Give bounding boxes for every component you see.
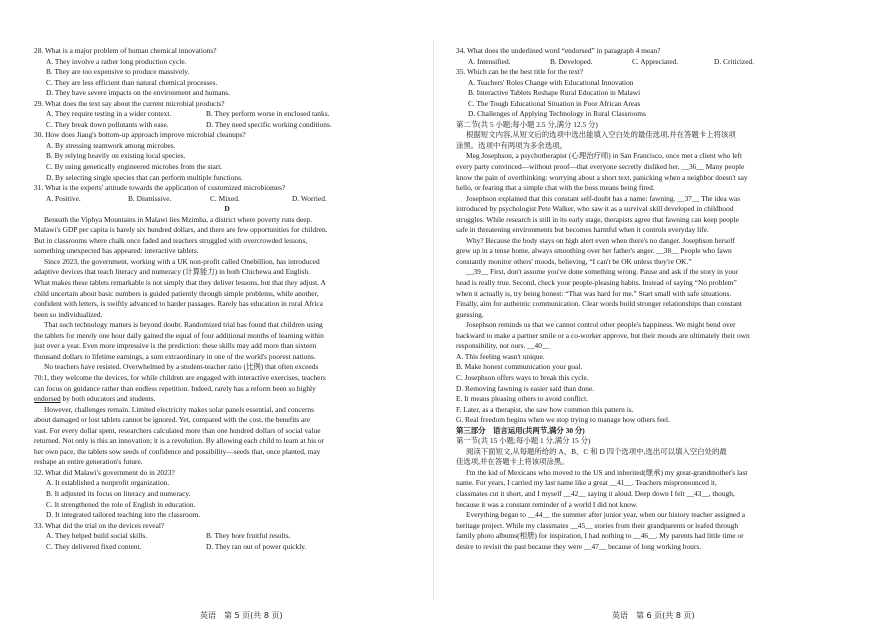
question-35-option-d: D. Challenges of Applying Technology in Rural Classrooms [468, 109, 646, 119]
question-34-option-c: C. Appreciated. [632, 56, 679, 66]
passage-line: name. For years, I carried my last name like a great __41__. Teachers mispronounced it, [456, 478, 717, 488]
passage-line: adaptive devices that teach literacy and numeracy (计算能力) in both Chichewa and English. [34, 267, 311, 277]
question-28-stem: 28. What is a major problem of human chemical innovations? [34, 46, 217, 55]
passage-line: classmates cut it short, and I myself __42__ saying it aloud. Deep down I felt __43__, though, [456, 488, 735, 498]
passage-line: about damaged or lost tablets cannot be ignored. Yet, compared with the cost, the benefits are [34, 415, 311, 425]
passage-line: safe in threatening environments but becomes harmful when it controls everyday life. [456, 225, 709, 235]
page-footer-right: 英语 第 6 页(共 8 页) [612, 611, 695, 620]
passage-d [34, 215, 420, 468]
question-31-option-c: C. Mixed. [210, 193, 240, 203]
question-28-option-a: A. They involve a rather long production cycle. [46, 56, 187, 66]
question-33-stem: 33. What did the trial on the devices reveal? [34, 520, 165, 530]
passage-line: Everything began to __44__ the summer after junior year, when our history teacher assigned a [466, 510, 746, 520]
underlined-word: endorsed [34, 394, 61, 404]
passage-line: introduced by psychologist Pete Walker, who saw it as a survival skill developed in childhood [456, 204, 734, 214]
option-b: B. Make honest communication your goal. [456, 362, 583, 372]
question-32-option-b: B. It adjusted its focus on literacy and numeracy. [46, 488, 191, 498]
passage-line: responsibility, not ours. __40__ [456, 341, 550, 351]
passage-line: __39__ First, don't assume you've done something wrong. Pause and ask if the story in your [466, 267, 739, 277]
passage-line: something unexpected has appeared: interactive tablets. [34, 246, 199, 256]
passage-line: hello, or fearing that a simple chat with the boss means being fired. [456, 183, 655, 193]
question-35-stem: 35. Which can be the best title for the text? [456, 67, 584, 77]
passage-line: 70:1, they welcome the devices, for while children are engaged with interactive exercises, teachers [34, 372, 326, 382]
question-33-option-a: A. They helped build social skills. [46, 531, 148, 541]
passage-line: No teachers have resisted. Overwhelmed by a student-teacher ratio (比例) that often exceeds [44, 362, 319, 372]
passage-line: guessing. [456, 309, 484, 319]
passage-line: constantly monitor others' moods, believing, “I can't be OK unless they're OK.” [456, 256, 692, 266]
passage-line: family photo albums(相册) for inspiration, I had nothing to __46__. My parents had little time or [456, 531, 744, 541]
question-34-option-a: A. Intensified. [468, 56, 511, 66]
question-33-option-d: D. They ran out of power quickly. [206, 541, 307, 551]
question-34-options [456, 57, 842, 68]
question-29-option-c: C. They break down pollutants with ease. [46, 119, 169, 129]
passage-line: Since 2023, the government, working with a UK non-profit called Onebillion, has introduced [44, 256, 320, 266]
question-35-option-b: B. Interactive Tablets Reshape Rural Education in Malawi [468, 88, 641, 98]
question-28-option-b: B. They are too expensive to produce massively. [46, 67, 190, 77]
option-f: F. Later, as a therapist, she saw how common this pattern is. [456, 404, 634, 414]
passage-line: Meg Josephson, a psychotherapist (心理治疗师) in San Francisco, once met a client who left [466, 151, 743, 161]
question-29-options-row1 [34, 109, 420, 120]
column-divider [433, 40, 434, 600]
passage-line: However, challenges remain. Limited electricity makes solar panels essential, and concerns [44, 404, 314, 414]
question-29-stem: 29. What does the text say about the current microbial products? [34, 98, 225, 108]
passage-line: thousand dollars to lifetime earnings, a sum extraordinary in one of the world's poorest nations. [34, 351, 316, 361]
passage-line: But in classrooms where chalk once faded and teachers struggled with overcrowded lessons, [34, 235, 308, 245]
question-35-option-a: A. Teachers' Roles Change with Educational Innovation [468, 77, 634, 87]
question-33-options-row2 [34, 542, 420, 553]
passage-line: Josephson explained that this constant self-doubt has a name: fawning. __37__ The idea was [466, 193, 741, 203]
passage-line: Finally, aim for authentic communication. Clear words build stronger relationships than constant [456, 299, 742, 309]
passage-line: when it actually is, try being honest: “That was hard for me.” Start small with safe situations. [456, 288, 732, 298]
options-list [456, 352, 842, 426]
question-32-option-d: D. It integrated tailored teaching into the classroom. [46, 510, 201, 520]
passage-line: confident with letters, is swiftly advanced to harder passages. Rarely has education in rural Africa [34, 299, 323, 309]
question-28-option-c: C. They are less efficient than natural chemical processes. [46, 77, 218, 87]
question-33-options-row1 [34, 531, 420, 542]
passage-line: returned. Not only is this an innovation; it is a revolution. By allowing each child to learn at his or [34, 436, 325, 446]
question-29-option-b: B. They perform worse in enclosed tanks. [206, 109, 330, 119]
passage-line: backward to make a partner smile or a co-worker approve, but their moods are ultimately their own [456, 330, 750, 340]
option-d: D. Removing fawning is easier said than done. [456, 383, 595, 393]
question-33-option-c: C. They delivered fixed content. [46, 541, 142, 551]
section-2-instruction: 根据短文内容,从短文后的选项中选出能填入空白处的最佳选项,并在答题卡上将该项 [466, 130, 736, 140]
part-3-title: 第三部分 语言运用(共两节,满分 30 分) [456, 425, 585, 435]
passage-line: I'm the kid of Mexicans who moved to the US and inherited(继承) my great-grandmother's last [466, 467, 748, 477]
question-31-option-d: D. Worried. [292, 193, 327, 203]
question-30-option-d: D. By selecting single species that can perform multiple functions. [46, 172, 243, 182]
passage-seven-choose-five [456, 151, 842, 351]
passage-line: because it was a constant reminder of a world I did not know. [456, 499, 638, 509]
passage-line: That such technology matters is beyond doubt. Randomized trial has found that children using [44, 320, 323, 330]
passage-line: grew up in a tense home, always smoothing over her father's anger. __38__ People who fawn [456, 246, 732, 256]
page-footer-left: 英语 第 5 页(共 8 页) [200, 611, 283, 620]
part-3-instruction: 佳选项,并在答题卡上将该项涂黑。 [456, 457, 569, 467]
question-29-option-a: A. They require testing in a wider context. [46, 109, 172, 119]
option-e: E. It means pleasing others to avoid conflict. [456, 394, 588, 404]
question-32-stem: 32. What did Malawi's government do in 2023? [34, 467, 175, 477]
part-3-section-1-title: 第一节(共 15 小题;每小题 1 分,满分 15 分) [456, 436, 591, 446]
question-28-option-d: D. They have severe impacts on the environment and humans. [46, 88, 230, 98]
option-a: A. This feeling wasn't unique. [456, 351, 545, 361]
question-29-options-row2 [34, 120, 420, 131]
question-30-option-c: C. By using genetically engineered microbes from the start. [46, 162, 223, 172]
question-32-option-c: C. It strengthened the role of English in education. [46, 499, 196, 509]
passage-line: Josephson reminds us that we cannot control other people's happiness. We might bend over [466, 320, 736, 330]
question-31-stem: 31. What is the experts' attitude towards the application of customized microbiomes? [34, 183, 286, 193]
section-2-title: 第二节(共 5 小题;每小题 2.5 分,满分 12.5 分) [456, 119, 598, 129]
passage-line: just over a year. Even more impressive is the prediction: these skills may add more than sixteen [34, 341, 317, 351]
question-34-option-d: D. Criticized. [714, 56, 755, 66]
question-35-option-c: C. The Tough Educational Situation in Poor African Areas [468, 98, 641, 108]
question-30-option-b: B. By relying heavily on existing local species. [46, 151, 186, 161]
question-31-option-b: B. Dismissive. [128, 193, 172, 203]
passage-line: reshape an entire generation's future. [34, 457, 143, 467]
section-d-heading: D [224, 204, 230, 214]
passage-line: desire to revisit the past because they were __47__ because of long working hours. [456, 541, 702, 551]
question-33-option-b: B. They bore fruitful results. [206, 531, 291, 541]
question-31-options [34, 194, 420, 205]
passage-line: Malawi's GDP per capita is barely six hundred dollars, and there are few opportunities for children. [34, 225, 328, 235]
question-30-stem: 30. How does Jiang's bottom-up approach improve microbial cleanups? [34, 130, 246, 140]
passage-line: been so individualized. [34, 309, 103, 319]
passage-cloze [456, 468, 842, 552]
left-column [34, 46, 420, 552]
passage-line: can focus on guidance rather than endless repetition. Indeed, rarely has a reform been so highly [34, 383, 316, 393]
passage-line: head is really true. Second, check your people-pleasing habits. Instead of saying “No problem” [456, 278, 737, 288]
passage-line: Beneath the Viphya Mountains in Malawi lies Mzimba, a district where poverty runs deep. [44, 214, 313, 224]
question-34-option-b: B. Developed. [550, 56, 593, 66]
passage-line: vast. For every dollar spent, researchers calculated more than one hundred dollars of social value [34, 425, 321, 435]
passage-line: every party convinced—without proof—that everyone secretly disliked her. __36__ Many people [456, 162, 745, 172]
question-30-option-a: A. By stressing teamwork among microbes. [46, 140, 176, 150]
right-column [456, 46, 842, 552]
passage-line: heritage project. While my classmates __45__ stories from their grandparents or leafed through [456, 520, 739, 530]
passage-line: endorsed by both educators and students. [34, 394, 156, 404]
question-29-option-d: D. They need specific working conditions. [206, 119, 332, 129]
question-34-stem: 34. What does the underlined word “endorsed” in paragraph 4 mean? [456, 46, 661, 55]
passage-line: struggles. While research is still in its early stage, therapists agree that fawning can keep people [456, 214, 739, 224]
passage-line: the tablets for merely one hour daily gained the equal of four additional months of learning within [34, 330, 324, 340]
part-3-instruction: 阅读下面短文,从每题所给的 A、B、C 和 D 四个选项中,选出可以填入空白处的最 [466, 446, 727, 456]
question-31-option-a: A. Positive. [46, 193, 81, 203]
passage-line: What makes these tablets remarkable is not simply that they deliver lessons, but that they adjust. A [34, 278, 326, 288]
option-g: G. Real freedom begins when we stop trying to manage how others feel. [456, 415, 670, 425]
question-32-option-a: A. It established a nonprofit organization. [46, 478, 170, 488]
passage-line: know the pain of overthinking: worrying about a short text, panicking when a neighbor doesn't say [456, 172, 748, 182]
passage-line: child uncertain about basic numbers is guided patiently through simple problems, while another, [34, 288, 319, 298]
passage-line: her own pace, the tablets sow seeds of confidence and possibility—seeds that, once planted, may [34, 446, 321, 456]
option-c: C. Josephson offers ways to break this cycle. [456, 372, 589, 382]
passage-line: Why? Because the body stays on high alert even when there's no danger. Josephson herself [466, 235, 735, 245]
section-2-instruction: 涂黑。选项中有两项为多余选项。 [456, 140, 567, 150]
